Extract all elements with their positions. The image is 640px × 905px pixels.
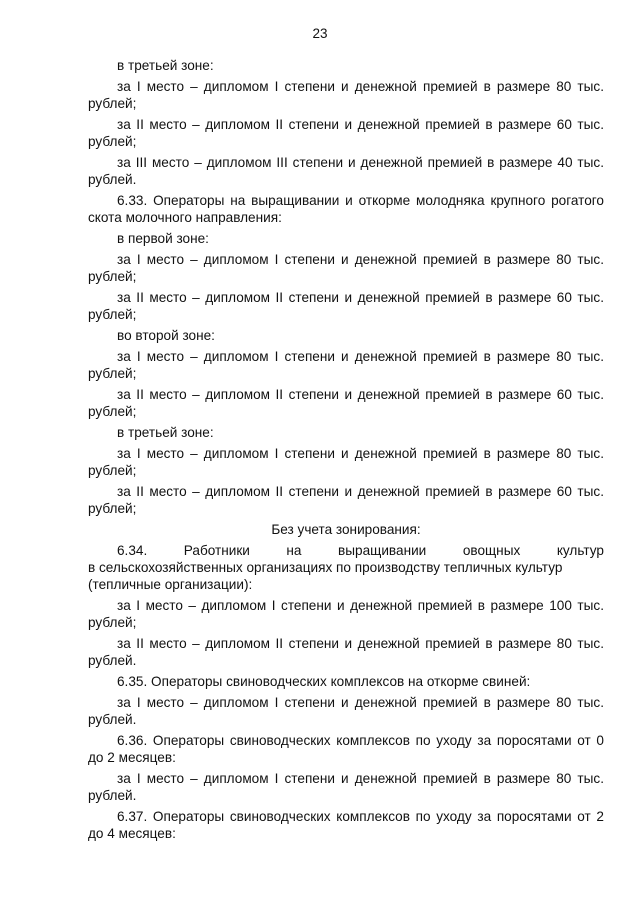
paragraph: в третьей зоне: (117, 58, 214, 73)
document-body (88, 57, 604, 846)
section-heading: Без учета зонирования: (271, 522, 421, 537)
paragraph: за I место – дипломом I степени и денежной премией в размере 80 тыс. рублей; (88, 79, 604, 111)
paragraph: за I место – дипломом I степени и денежной премией в размере 80 тыс. рублей. (88, 771, 604, 803)
paragraph: за I место – дипломом I степени и денежной премией в размере 80 тыс. рублей. (88, 695, 604, 727)
item-6-34-first-line (88, 542, 604, 559)
item-6-34-line-2: в сельскохозяйственных организациях по производству тепличных культур (88, 560, 563, 575)
paragraph: за I место – дипломом I степени и денежной премией в размере 100 тыс. рублей; (88, 598, 604, 630)
paragraph: в третьей зоне: (117, 425, 214, 440)
paragraph: за II место – дипломом II степени и денежной премией в размере 60 тыс. рублей; (88, 387, 604, 419)
item-6-34-line-3: (тепличные организации): (88, 577, 253, 592)
paragraph: 6.37. Операторы свиноводческих комплексов по уходу за поросятами от 2 до 4 месяцев: (88, 809, 604, 841)
paragraph: за I место – дипломом I степени и денежной премией в размере 80 тыс. рублей; (88, 252, 604, 284)
paragraph: за III место – дипломом III степени и денежной премией в размере 40 тыс. рублей. (88, 155, 604, 187)
paragraph: в первой зоне: (117, 231, 209, 246)
item-number: 6.34. (117, 543, 148, 558)
paragraph: за I место – дипломом I степени и денежной премией в размере 80 тыс. рублей; (88, 446, 604, 478)
paragraph: за II место – дипломом II степени и денежной премией в размере 60 тыс. рублей; (88, 290, 604, 322)
paragraph: за II место – дипломом II степени и денежной премией в размере 60 тыс. рублей; (88, 484, 604, 516)
paragraph: во второй зоне: (117, 328, 215, 343)
paragraph: за II место – дипломом II степени и денежной премией в размере 80 тыс. рублей. (88, 636, 604, 668)
item-6-34 (88, 542, 604, 593)
word: Работники (183, 543, 250, 558)
paragraph: 6.33. Операторы на выращивании и откорме молодняка крупного рогатого скота молочного направления: (88, 193, 604, 225)
paragraph: за I место – дипломом I степени и денежной премией в размере 80 тыс. рублей; (88, 349, 604, 381)
paragraph: 6.36. Операторы свиноводческих комплексов по уходу за поросятами от 0 до 2 месяцев: (88, 733, 604, 765)
paragraph: 6.35. Операторы свиноводческих комплексов на откорме свиней: (117, 674, 531, 689)
word: культур (556, 543, 604, 558)
word: на (286, 543, 302, 558)
word: выращивании (338, 543, 427, 558)
page-number: 23 (312, 26, 328, 41)
word: овощных (462, 543, 521, 558)
paragraph: за II место – дипломом II степени и денежной премией в размере 60 тыс. рублей; (88, 117, 604, 149)
